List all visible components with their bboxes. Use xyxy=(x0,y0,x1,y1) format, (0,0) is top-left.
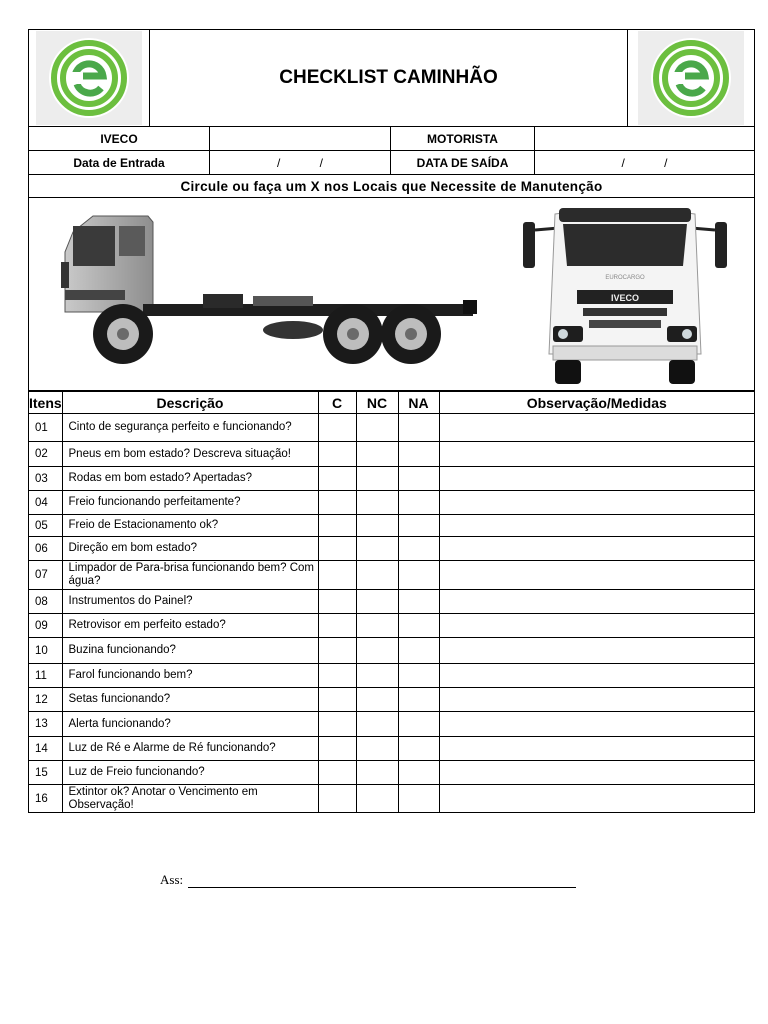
logo-right-icon xyxy=(649,36,733,120)
company-logo-right xyxy=(638,31,744,125)
check-nc-cell[interactable] xyxy=(356,590,398,614)
table-row xyxy=(29,785,754,813)
header-nc: NC xyxy=(356,392,398,414)
observation-cell[interactable] xyxy=(439,688,754,712)
item-number: 09 xyxy=(29,614,62,638)
info-row-2 xyxy=(29,151,754,175)
table-row xyxy=(29,590,754,614)
driver-field[interactable] xyxy=(535,127,754,150)
item-description: Buzina funcionando? xyxy=(62,638,318,664)
observation-cell[interactable] xyxy=(439,442,754,467)
check-nc-cell[interactable] xyxy=(356,614,398,638)
observation-cell[interactable] xyxy=(439,664,754,688)
check-c-cell[interactable] xyxy=(318,688,356,712)
signature-area xyxy=(160,872,576,888)
logo-left-icon xyxy=(47,36,131,120)
logo-left-cell xyxy=(29,30,150,126)
checklist-sheet xyxy=(28,29,755,813)
check-c-cell[interactable] xyxy=(318,515,356,537)
table-row xyxy=(29,537,754,561)
header-na: NA xyxy=(398,392,439,414)
item-number: 12 xyxy=(29,688,62,712)
entry-date-value: / / xyxy=(276,155,323,170)
table-row xyxy=(29,491,754,515)
item-description: Freio de Estacionamento ok? xyxy=(62,515,318,537)
svg-text:IVECO: IVECO xyxy=(610,293,640,303)
check-nc-cell[interactable] xyxy=(356,761,398,785)
check-c-cell[interactable] xyxy=(318,467,356,491)
check-c-cell[interactable] xyxy=(318,491,356,515)
table-row xyxy=(29,737,754,761)
item-number: 10 xyxy=(29,638,62,664)
check-na-cell[interactable] xyxy=(398,414,439,442)
table-row xyxy=(29,688,754,712)
check-nc-cell[interactable] xyxy=(356,491,398,515)
observation-cell[interactable] xyxy=(439,712,754,737)
item-number: 14 xyxy=(29,737,62,761)
item-number: 04 xyxy=(29,491,62,515)
item-number: 11 xyxy=(29,664,62,688)
item-number: 13 xyxy=(29,712,62,737)
item-number: 06 xyxy=(29,537,62,561)
observation-cell[interactable] xyxy=(439,515,754,537)
truck-photos xyxy=(29,198,754,391)
header-observation: Observação/Medidas xyxy=(439,392,754,414)
item-description: Luz de Ré e Alarme de Ré funcionando? xyxy=(62,737,318,761)
brand-label: IVECO xyxy=(29,127,210,150)
entry-date-label: Data de Entrada xyxy=(29,151,210,174)
observation-cell[interactable] xyxy=(439,414,754,442)
truck-side-view-image[interactable] xyxy=(53,212,483,372)
check-nc-cell[interactable] xyxy=(356,664,398,688)
check-na-cell[interactable] xyxy=(398,638,439,664)
check-nc-cell[interactable] xyxy=(356,537,398,561)
exit-date-label: DATA DE SAÍDA xyxy=(391,151,535,174)
check-nc-cell[interactable] xyxy=(356,442,398,467)
truck-front-view-image[interactable] xyxy=(519,204,733,388)
signature-line[interactable] xyxy=(188,873,576,888)
item-description: Direção em bom estado? xyxy=(62,537,318,561)
check-nc-cell[interactable] xyxy=(356,515,398,537)
item-description: Alerta funcionando? xyxy=(62,712,318,737)
check-nc-cell[interactable] xyxy=(356,638,398,664)
check-c-cell[interactable] xyxy=(318,414,356,442)
item-description: Farol funcionando bem? xyxy=(62,664,318,688)
check-c-cell[interactable] xyxy=(318,785,356,813)
check-c-cell[interactable] xyxy=(318,537,356,561)
table-row xyxy=(29,414,754,442)
check-nc-cell[interactable] xyxy=(356,712,398,737)
observation-cell[interactable] xyxy=(439,785,754,813)
check-na-cell[interactable] xyxy=(398,491,439,515)
item-description: Rodas em bom estado? Apertadas? xyxy=(62,467,318,491)
check-na-cell[interactable] xyxy=(398,442,439,467)
check-na-cell[interactable] xyxy=(398,761,439,785)
observation-cell[interactable] xyxy=(439,467,754,491)
check-nc-cell[interactable] xyxy=(356,561,398,590)
check-nc-cell[interactable] xyxy=(356,688,398,712)
check-na-cell[interactable] xyxy=(398,664,439,688)
item-number: 07 xyxy=(29,561,62,590)
observation-cell[interactable] xyxy=(439,590,754,614)
check-na-cell[interactable] xyxy=(398,590,439,614)
table-row xyxy=(29,638,754,664)
observation-cell[interactable] xyxy=(439,638,754,664)
check-c-cell[interactable] xyxy=(318,614,356,638)
observation-cell[interactable] xyxy=(439,737,754,761)
table-body xyxy=(29,414,754,813)
observation-cell[interactable] xyxy=(439,614,754,638)
check-na-cell[interactable] xyxy=(398,537,439,561)
header-c: C xyxy=(318,392,356,414)
header-description: Descrição xyxy=(62,392,318,414)
observation-cell[interactable] xyxy=(439,537,754,561)
check-c-cell[interactable] xyxy=(318,590,356,614)
observation-cell[interactable] xyxy=(439,561,754,590)
check-c-cell[interactable] xyxy=(318,638,356,664)
item-number: 16 xyxy=(29,785,62,813)
driver-label: MOTORISTA xyxy=(391,127,535,150)
check-nc-cell[interactable] xyxy=(356,737,398,761)
item-description: Setas funcionando? xyxy=(62,688,318,712)
check-na-cell[interactable] xyxy=(398,515,439,537)
observation-cell[interactable] xyxy=(439,761,754,785)
exit-date-field[interactable] xyxy=(535,151,754,174)
item-number: 08 xyxy=(29,590,62,614)
table-header-row xyxy=(29,392,754,414)
check-c-cell[interactable] xyxy=(318,737,356,761)
check-nc-cell[interactable] xyxy=(356,467,398,491)
item-description: Luz de Freio funcionando? xyxy=(62,761,318,785)
header-row xyxy=(29,29,754,127)
check-c-cell[interactable] xyxy=(318,561,356,590)
check-na-cell[interactable] xyxy=(398,467,439,491)
item-description: Instrumentos do Painel? xyxy=(62,590,318,614)
check-na-cell[interactable] xyxy=(398,712,439,737)
item-description: Limpador de Para-brisa funcionando bem? Com água? xyxy=(62,561,318,590)
check-na-cell[interactable] xyxy=(398,785,439,813)
check-c-cell[interactable] xyxy=(318,442,356,467)
item-number: 01 xyxy=(29,414,62,442)
check-c-cell[interactable] xyxy=(318,664,356,688)
item-description: Freio funcionando perfeitamente? xyxy=(62,491,318,515)
signature-label: Ass: xyxy=(160,872,184,887)
check-nc-cell[interactable] xyxy=(356,414,398,442)
instruction-text: Circule ou faça um X nos Locais que Necessite de Manutenção xyxy=(29,175,754,198)
item-description: Extintor ok? Anotar o Vencimento em Observação! xyxy=(62,785,318,813)
table-row xyxy=(29,712,754,737)
check-na-cell[interactable] xyxy=(398,688,439,712)
check-na-cell[interactable] xyxy=(398,561,439,590)
table-row xyxy=(29,467,754,491)
check-nc-cell[interactable] xyxy=(356,785,398,813)
header-items: Itens xyxy=(29,392,62,414)
item-description: Retrovisor em perfeito estado? xyxy=(62,614,318,638)
table-row xyxy=(29,442,754,467)
table-row xyxy=(29,761,754,785)
item-description: Pneus em bom estado? Descreva situação! xyxy=(62,442,318,467)
checklist-table xyxy=(29,391,754,813)
logo-right-cell xyxy=(627,30,754,126)
check-c-cell[interactable] xyxy=(318,761,356,785)
brand-field[interactable] xyxy=(210,127,391,150)
entry-date-field[interactable] xyxy=(210,151,391,174)
table-row xyxy=(29,614,754,638)
check-na-cell[interactable] xyxy=(398,614,439,638)
check-na-cell[interactable] xyxy=(398,737,439,761)
company-logo-left xyxy=(36,31,142,125)
table-row xyxy=(29,664,754,688)
svg-text:EUROCARGO: EUROCARGO xyxy=(605,275,645,281)
item-number: 05 xyxy=(29,515,62,537)
page-title: CHECKLIST CAMINHÃO xyxy=(279,67,498,88)
table-row xyxy=(29,515,754,537)
item-number: 15 xyxy=(29,761,62,785)
item-number: 03 xyxy=(29,467,62,491)
check-c-cell[interactable] xyxy=(318,712,356,737)
observation-cell[interactable] xyxy=(439,491,754,515)
table-row xyxy=(29,561,754,590)
item-description: Cinto de segurança perfeito e funcionando? xyxy=(62,414,318,442)
exit-date-value: / / xyxy=(621,155,668,170)
item-number: 02 xyxy=(29,442,62,467)
info-row-1 xyxy=(29,127,754,151)
